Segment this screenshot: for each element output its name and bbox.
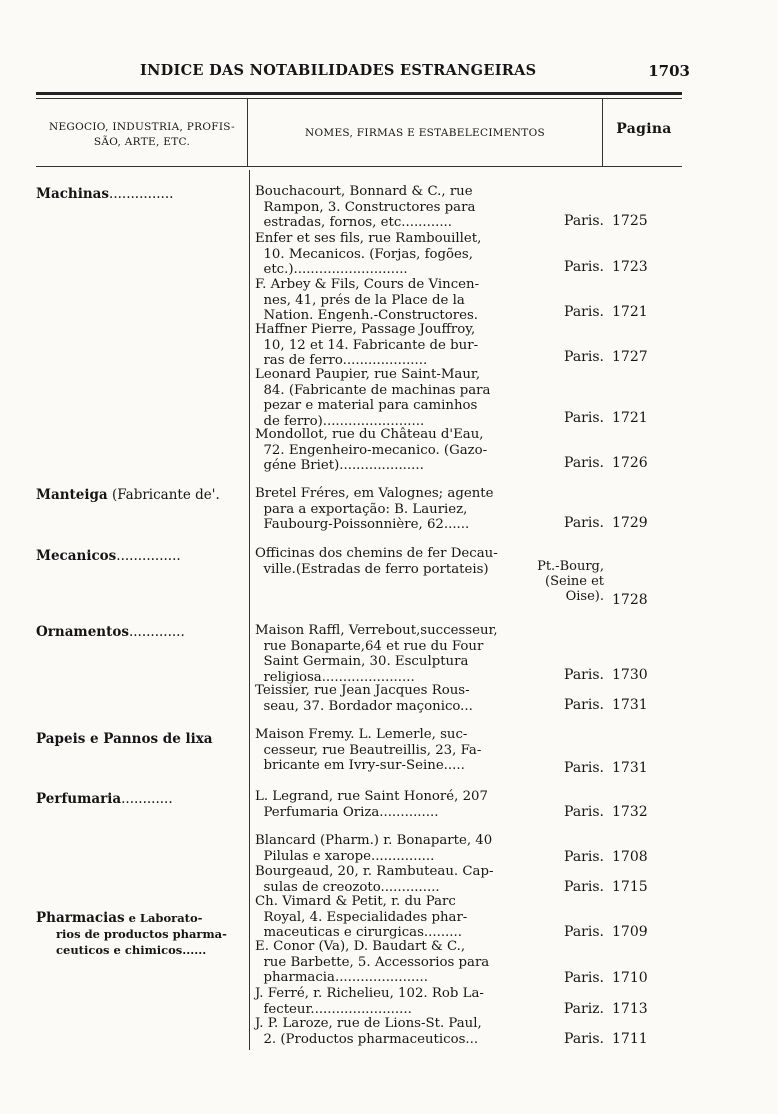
header-rule-thick	[36, 92, 682, 95]
column-header-category: NEGOCIO, INDUSTRIA, PROFIS- SÃO, ARTE, ETC.	[48, 121, 236, 148]
list-item: F. Arbey & Fils, Cours de Vincen- nes, 41, prés de la Place de la Nation. Engenh.-Constructores.	[255, 277, 480, 324]
list-item: Bretel Fréres, em Valognes; agente para a exportação: B. Lauriez, Faubourg-Poissonnière, 62......	[255, 486, 494, 533]
header-rule-thin	[36, 98, 682, 99]
category-perfumaria: Perfumaria............	[36, 791, 173, 807]
entry-page: 1708	[612, 849, 648, 865]
entry-page: 1730	[612, 667, 648, 683]
list-item: Teissier, rue Jean Jacques Rous- seau, 37. Bordador maçonico...	[255, 683, 473, 714]
list-item: Maison Raffl, Verrebout,successeur, rue Bonaparte,64 et rue du Four Saint Germain, 30. Esculptura religiosa......................	[255, 623, 498, 685]
entry-city: Paris.	[564, 1031, 604, 1047]
entry-page: 1715	[612, 879, 648, 895]
list-item: Bourgeaud, 20, r. Rambuteau. Cap- sulas de creozoto..............	[255, 864, 494, 895]
category-machinas: Machinas...............	[36, 186, 174, 202]
entry-city: Paris.	[564, 349, 604, 365]
list-item: Ch. Vimard & Petit, r. du Parc Royal, 4. Especialidades phar- maceuticas e cirurgicas.........	[255, 894, 468, 941]
entry-page: 1731	[612, 697, 648, 713]
entry-city: Paris.	[564, 849, 604, 865]
category-ornamentos: Ornamentos.............	[36, 624, 185, 640]
entry-city: Paris.	[564, 410, 604, 426]
list-item: J. Ferré, r. Richelieu, 102. Rob La- fecteur........................	[255, 986, 484, 1017]
entry-page: 1721	[612, 410, 648, 426]
entry-city: Paris.	[564, 259, 604, 275]
entry-page: 1710	[612, 970, 648, 986]
entry-city: Paris.	[564, 697, 604, 713]
entry-page: 1729	[612, 515, 648, 531]
entry-city: Paris.	[564, 213, 604, 229]
list-item: Haffner Pierre, Passage Jouffroy, 10, 12 et 14. Fabricante de bur- ras de ferro....................	[255, 322, 479, 369]
entry-page: 1731	[612, 760, 648, 776]
column-header-page: Pagina	[616, 121, 672, 137]
category-papeis: Papeis e Pannos de lixa	[36, 731, 213, 747]
entry-city: Paris.	[564, 760, 604, 776]
entry-page: 1721	[612, 304, 648, 320]
entry-city: Pariz.	[563, 1001, 604, 1017]
list-item: E. Conor (Va), D. Baudart & C., rue Barbette, 5. Accessorios para pharmacia......................	[255, 939, 490, 986]
entry-city: Paris.	[564, 304, 604, 320]
column-divider	[247, 99, 248, 167]
entry-city: Pt.-Bourg, (Seine et Oise).	[537, 559, 604, 604]
entry-page: 1713	[612, 1001, 648, 1017]
list-item: Enfer et ses fils, rue Rambouillet, 10. Mecanicos. (Forjas, fogões, etc.)...........................	[255, 231, 482, 278]
column-divider	[602, 99, 603, 167]
entry-page: 1726	[612, 455, 648, 471]
entry-page: 1723	[612, 259, 648, 275]
entry-city: Paris.	[564, 455, 604, 471]
column-header-names: NOMES, FIRMAS E ESTABELECIMENTOS	[305, 127, 545, 139]
entry-page: 1728	[612, 592, 648, 608]
category-mecanicos: Mecanicos...............	[36, 548, 181, 564]
list-item: Mondollot, rue du Château d'Eau, 72. Engenheiro-mecanico. (Gazo- géne Briet)....................	[255, 427, 488, 474]
entry-city: Paris.	[564, 515, 604, 531]
category-manteiga: Manteiga (Fabricante de'.	[36, 487, 220, 503]
list-item: Bouchacourt, Bonnard & C., rue Rampon, 3. Constructores para estradas, fornos, etc............	[255, 184, 476, 231]
list-item: Leonard Paupier, rue Saint-Maur, 84. (Fabricante de machinas para pezar e material para caminhos de ferro)........................	[255, 367, 491, 429]
running-header-title: INDICE DAS NOTABILIDADES ESTRANGEIRAS	[140, 62, 537, 79]
entry-page: 1732	[612, 804, 648, 820]
column-header-rule	[36, 166, 682, 167]
entry-city: Paris.	[564, 924, 604, 940]
list-item: J. P. Laroze, rue de Lions-St. Paul, 2. (Productos pharmaceuticos...	[255, 1016, 482, 1047]
entry-city: Paris.	[564, 879, 604, 895]
entry-city: Paris.	[564, 970, 604, 986]
entry-page: 1725	[612, 213, 648, 229]
list-item: Maison Fremy. L. Lemerle, suc- cesseur, rue Beautreillis, 23, Fa- bricante em Ivry-sur-Seine.....	[255, 727, 482, 774]
list-item: Officinas dos chemins de fer Decau- ville.(Estradas de ferro portateis)	[255, 546, 498, 577]
category-pharmacias: Pharmacias e Laborato- rios de productos pharma- ceuticos e chimicos......	[36, 910, 227, 957]
entry-city: Paris.	[564, 804, 604, 820]
list-item: Blancard (Pharm.) r. Bonaparte, 40 Pilulas e xarope...............	[255, 833, 493, 864]
list-item: L. Legrand, rue Saint Honoré, 207 Perfumaria Oriza..............	[255, 789, 488, 820]
entry-city: Paris.	[564, 667, 604, 683]
entry-page: 1727	[612, 349, 648, 365]
page-number: 1703	[648, 62, 690, 80]
entry-page: 1709	[612, 924, 648, 940]
entry-page: 1711	[612, 1031, 648, 1047]
